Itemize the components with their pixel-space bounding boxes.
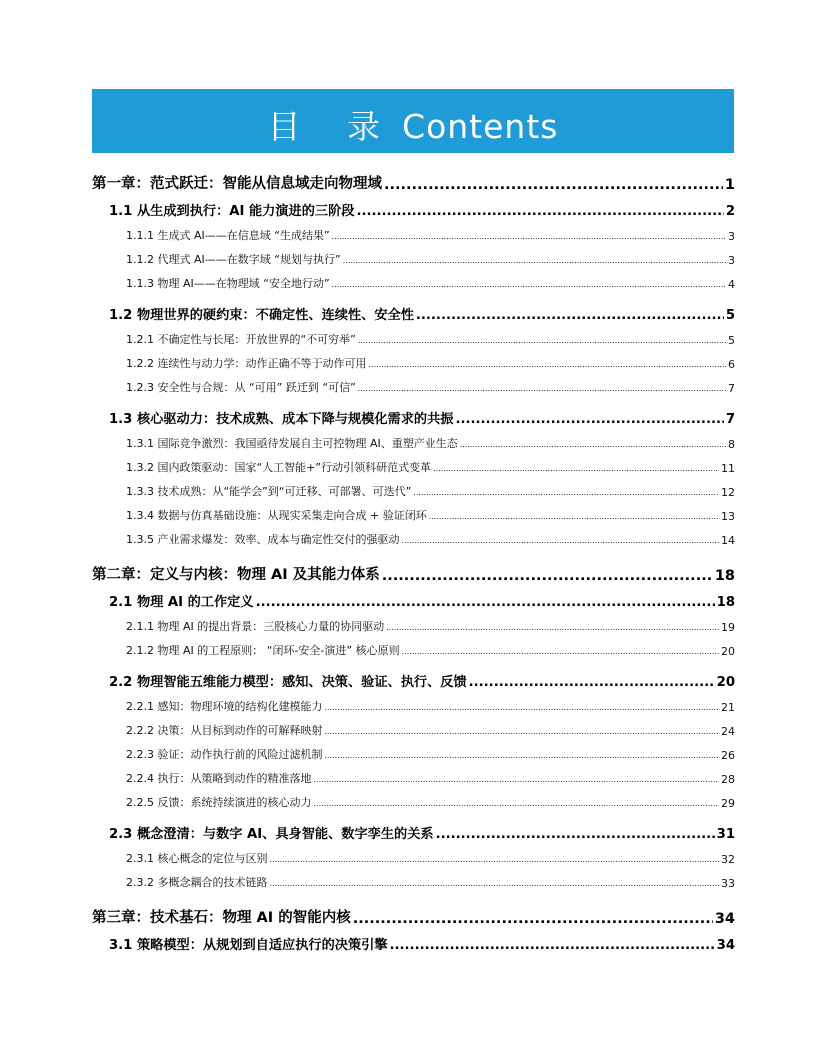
toc-subsection-entry[interactable] <box>92 323 735 347</box>
toc-section-entry[interactable] <box>92 586 735 610</box>
toc-page-number: 11 <box>721 462 735 475</box>
toc-entry-title: 2.1.1 物理 AI 的提出背景：三股核心力量的协同驱动 <box>126 620 385 633</box>
toc-page-number: 31 <box>716 827 735 842</box>
toc-subsection-entry[interactable] <box>92 371 735 395</box>
toc-page-number: 28 <box>721 773 735 786</box>
toc-page-number: 33 <box>721 877 735 890</box>
toc-entry-title: 1.2.1 不确定性与长尾：开放世界的“不可穷举” <box>126 333 356 346</box>
toc-entry-title: 1.1.2 代理式 AI——在数字域 “规划与执行” <box>126 253 341 266</box>
toc-entry-title: 1.3 核心驱动力：技术成熟、成本下降与规模化需求的共振 <box>109 412 454 427</box>
contents-title-cn: 目 录 <box>267 107 399 146</box>
toc-page-number: 3 <box>728 254 735 267</box>
toc-entry-title: 第一章：范式跃迁：智能从信息域走向物理域 <box>92 176 382 192</box>
toc-entry-title: 1.3.3 技术成熟：从“能学会”到“可迁移、可部署、可迭代” <box>126 485 412 498</box>
toc-dot-leader <box>332 230 726 243</box>
contents-title-en: Contents <box>402 107 559 146</box>
toc-subsection-entry[interactable] <box>92 243 735 267</box>
toc-page-number: 20 <box>721 645 735 658</box>
toc-dot-leader <box>313 773 719 786</box>
toc-entry-title: 2.3.2 多概念耦合的技术链路 <box>126 876 268 889</box>
toc-dot-leader <box>353 911 713 927</box>
contents-header-banner <box>92 89 734 153</box>
toc-chapter-entry[interactable] <box>92 900 735 927</box>
toc-page-number: 29 <box>721 797 735 810</box>
toc-dot-leader <box>324 725 719 738</box>
toc-subsection-entry[interactable] <box>92 499 735 523</box>
toc-entry-title: 1.1.1 生成式 AI——在信息域 “生成结果” <box>126 229 330 242</box>
table-of-contents <box>92 166 735 953</box>
toc-page-number: 26 <box>721 749 735 762</box>
toc-dot-leader <box>390 938 715 953</box>
toc-entry-title: 2.2.5 反馈：系统持续演进的核心动力 <box>126 796 312 809</box>
toc-page-number: 32 <box>721 853 735 866</box>
toc-entry-title: 1.2 物理世界的硬约束：不确定性、连续性、安全性 <box>109 308 414 323</box>
toc-subsection-entry[interactable] <box>92 690 735 714</box>
toc-dot-leader <box>358 334 726 347</box>
toc-dot-leader <box>436 827 715 842</box>
toc-dot-leader <box>343 254 726 267</box>
toc-section-entry[interactable] <box>92 195 735 219</box>
toc-entry-title: 1.3.2 国内政策驱动：国家“人工智能+”行动引领科研范式变革 <box>126 461 432 474</box>
toc-section-entry[interactable] <box>92 403 735 427</box>
toc-entry-title: 2.1 物理 AI 的工作定义 <box>109 595 254 610</box>
toc-dot-leader <box>413 486 719 499</box>
toc-page-number: 3 <box>728 230 735 243</box>
toc-page-number: 34 <box>716 938 735 953</box>
toc-entry-title: 第三章：技术基石：物理 AI 的智能内核 <box>92 910 351 926</box>
toc-entry-title: 2.1.2 物理 AI 的工程原则： “闭环-安全-演进” 核心原则 <box>126 644 400 657</box>
toc-dot-leader <box>401 534 719 547</box>
toc-page-number: 19 <box>721 621 735 634</box>
toc-section-entry[interactable] <box>92 929 735 953</box>
toc-dot-leader <box>433 462 719 475</box>
toc-dot-leader <box>386 621 719 634</box>
toc-entry-title: 1.3.4 数据与仿真基础设施：从现实采集走向合成 + 验证闭环 <box>126 509 427 522</box>
toc-subsection-entry[interactable] <box>92 714 735 738</box>
toc-page-number: 2 <box>725 204 735 219</box>
toc-page-number: 8 <box>728 438 735 451</box>
toc-dot-leader <box>332 278 726 291</box>
toc-entry-title: 第二章：定义与内核：物理 AI 及其能力体系 <box>92 567 380 583</box>
toc-page-number: 34 <box>714 911 735 927</box>
toc-dot-leader <box>469 675 715 690</box>
toc-page-number: 18 <box>716 595 735 610</box>
toc-section-entry[interactable] <box>92 818 735 842</box>
toc-entry-title: 1.3.5 产业需求爆发：效率、成本与确定性交付的强驱动 <box>126 533 400 546</box>
toc-subsection-entry[interactable] <box>92 738 735 762</box>
toc-entry-title: 1.1.3 物理 AI——在物理域 “安全地行动” <box>126 277 330 290</box>
toc-page-number: 21 <box>721 701 735 714</box>
toc-dot-leader <box>270 877 720 890</box>
toc-entry-title: 2.3.1 核心概念的定位与区别 <box>126 852 268 865</box>
toc-chapter-entry[interactable] <box>92 557 735 584</box>
toc-subsection-entry[interactable] <box>92 634 735 658</box>
toc-page-number: 7 <box>725 412 735 427</box>
toc-dot-leader <box>324 701 719 714</box>
toc-dot-leader <box>358 382 726 395</box>
toc-dot-leader <box>324 749 719 762</box>
toc-page-number: 1 <box>724 177 735 193</box>
toc-entry-title: 1.2.3 安全性与合规：从 “可用” 跃迁到 “可信” <box>126 381 356 394</box>
toc-section-entry[interactable] <box>92 299 735 323</box>
toc-page-number: 14 <box>721 534 735 547</box>
toc-dot-leader <box>460 438 726 451</box>
toc-subsection-entry[interactable] <box>92 427 735 451</box>
toc-page-number: 12 <box>721 486 735 499</box>
toc-dot-leader <box>270 853 720 866</box>
toc-page-number: 4 <box>728 278 735 291</box>
toc-entry-title: 2.2 物理智能五维能力模型：感知、决策、验证、执行、反馈 <box>109 675 467 690</box>
toc-subsection-entry[interactable] <box>92 523 735 547</box>
toc-entry-title: 2.2.3 验证：动作执行前的风险过滤机制 <box>126 748 323 761</box>
toc-dot-leader <box>256 595 715 610</box>
toc-entry-title: 2.3 概念澄清：与数字 AI、具身智能、数字孪生的关系 <box>109 827 434 842</box>
toc-dot-leader <box>356 204 723 219</box>
toc-subsection-entry[interactable] <box>92 267 735 291</box>
toc-subsection-entry[interactable] <box>92 475 735 499</box>
toc-entry-title: 3.1 策略模型：从规划到自适应执行的决策引擎 <box>109 938 388 953</box>
toc-dot-leader <box>402 645 719 658</box>
toc-dot-leader <box>313 797 719 810</box>
toc-chapter-entry[interactable] <box>92 166 735 193</box>
toc-page-number: 20 <box>716 675 735 690</box>
toc-subsection-entry[interactable] <box>92 347 735 371</box>
toc-page-number: 6 <box>728 358 735 371</box>
toc-page-number: 5 <box>725 308 735 323</box>
toc-entry-title: 2.2.2 决策：从目标到动作的可解释映射 <box>126 724 323 737</box>
toc-dot-leader <box>382 568 713 584</box>
contents-title <box>268 101 559 148</box>
toc-subsection-entry[interactable] <box>92 786 735 810</box>
toc-dot-leader <box>429 510 719 523</box>
toc-entry-title: 1.3.1 国际竞争激烈：我国亟待发展自主可控物理 AI、重塑产业生态 <box>126 437 458 450</box>
toc-entry-title: 2.2.1 感知：物理环境的结构化建模能力 <box>126 700 323 713</box>
toc-dot-leader <box>455 412 723 427</box>
toc-page-number: 13 <box>721 510 735 523</box>
toc-entry-title: 1.2.2 连续性与动力学：动作正确不等于动作可用 <box>126 357 367 370</box>
toc-dot-leader <box>384 177 723 193</box>
toc-section-entry[interactable] <box>92 666 735 690</box>
toc-page-number: 18 <box>714 568 735 584</box>
toc-page-number: 24 <box>721 725 735 738</box>
toc-entry-title: 1.1 从生成到执行：AI 能力演进的三阶段 <box>109 204 355 219</box>
toc-subsection-entry[interactable] <box>92 762 735 786</box>
toc-entry-title: 2.2.4 执行：从策略到动作的精准落地 <box>126 772 312 785</box>
toc-subsection-entry[interactable] <box>92 842 735 866</box>
toc-subsection-entry[interactable] <box>92 219 735 243</box>
toc-subsection-entry[interactable] <box>92 866 735 890</box>
toc-dot-leader <box>368 358 726 371</box>
toc-subsection-entry[interactable] <box>92 451 735 475</box>
toc-subsection-entry[interactable] <box>92 610 735 634</box>
toc-dot-leader <box>416 308 724 323</box>
toc-page-number: 5 <box>728 334 735 347</box>
toc-page-number: 7 <box>728 382 735 395</box>
